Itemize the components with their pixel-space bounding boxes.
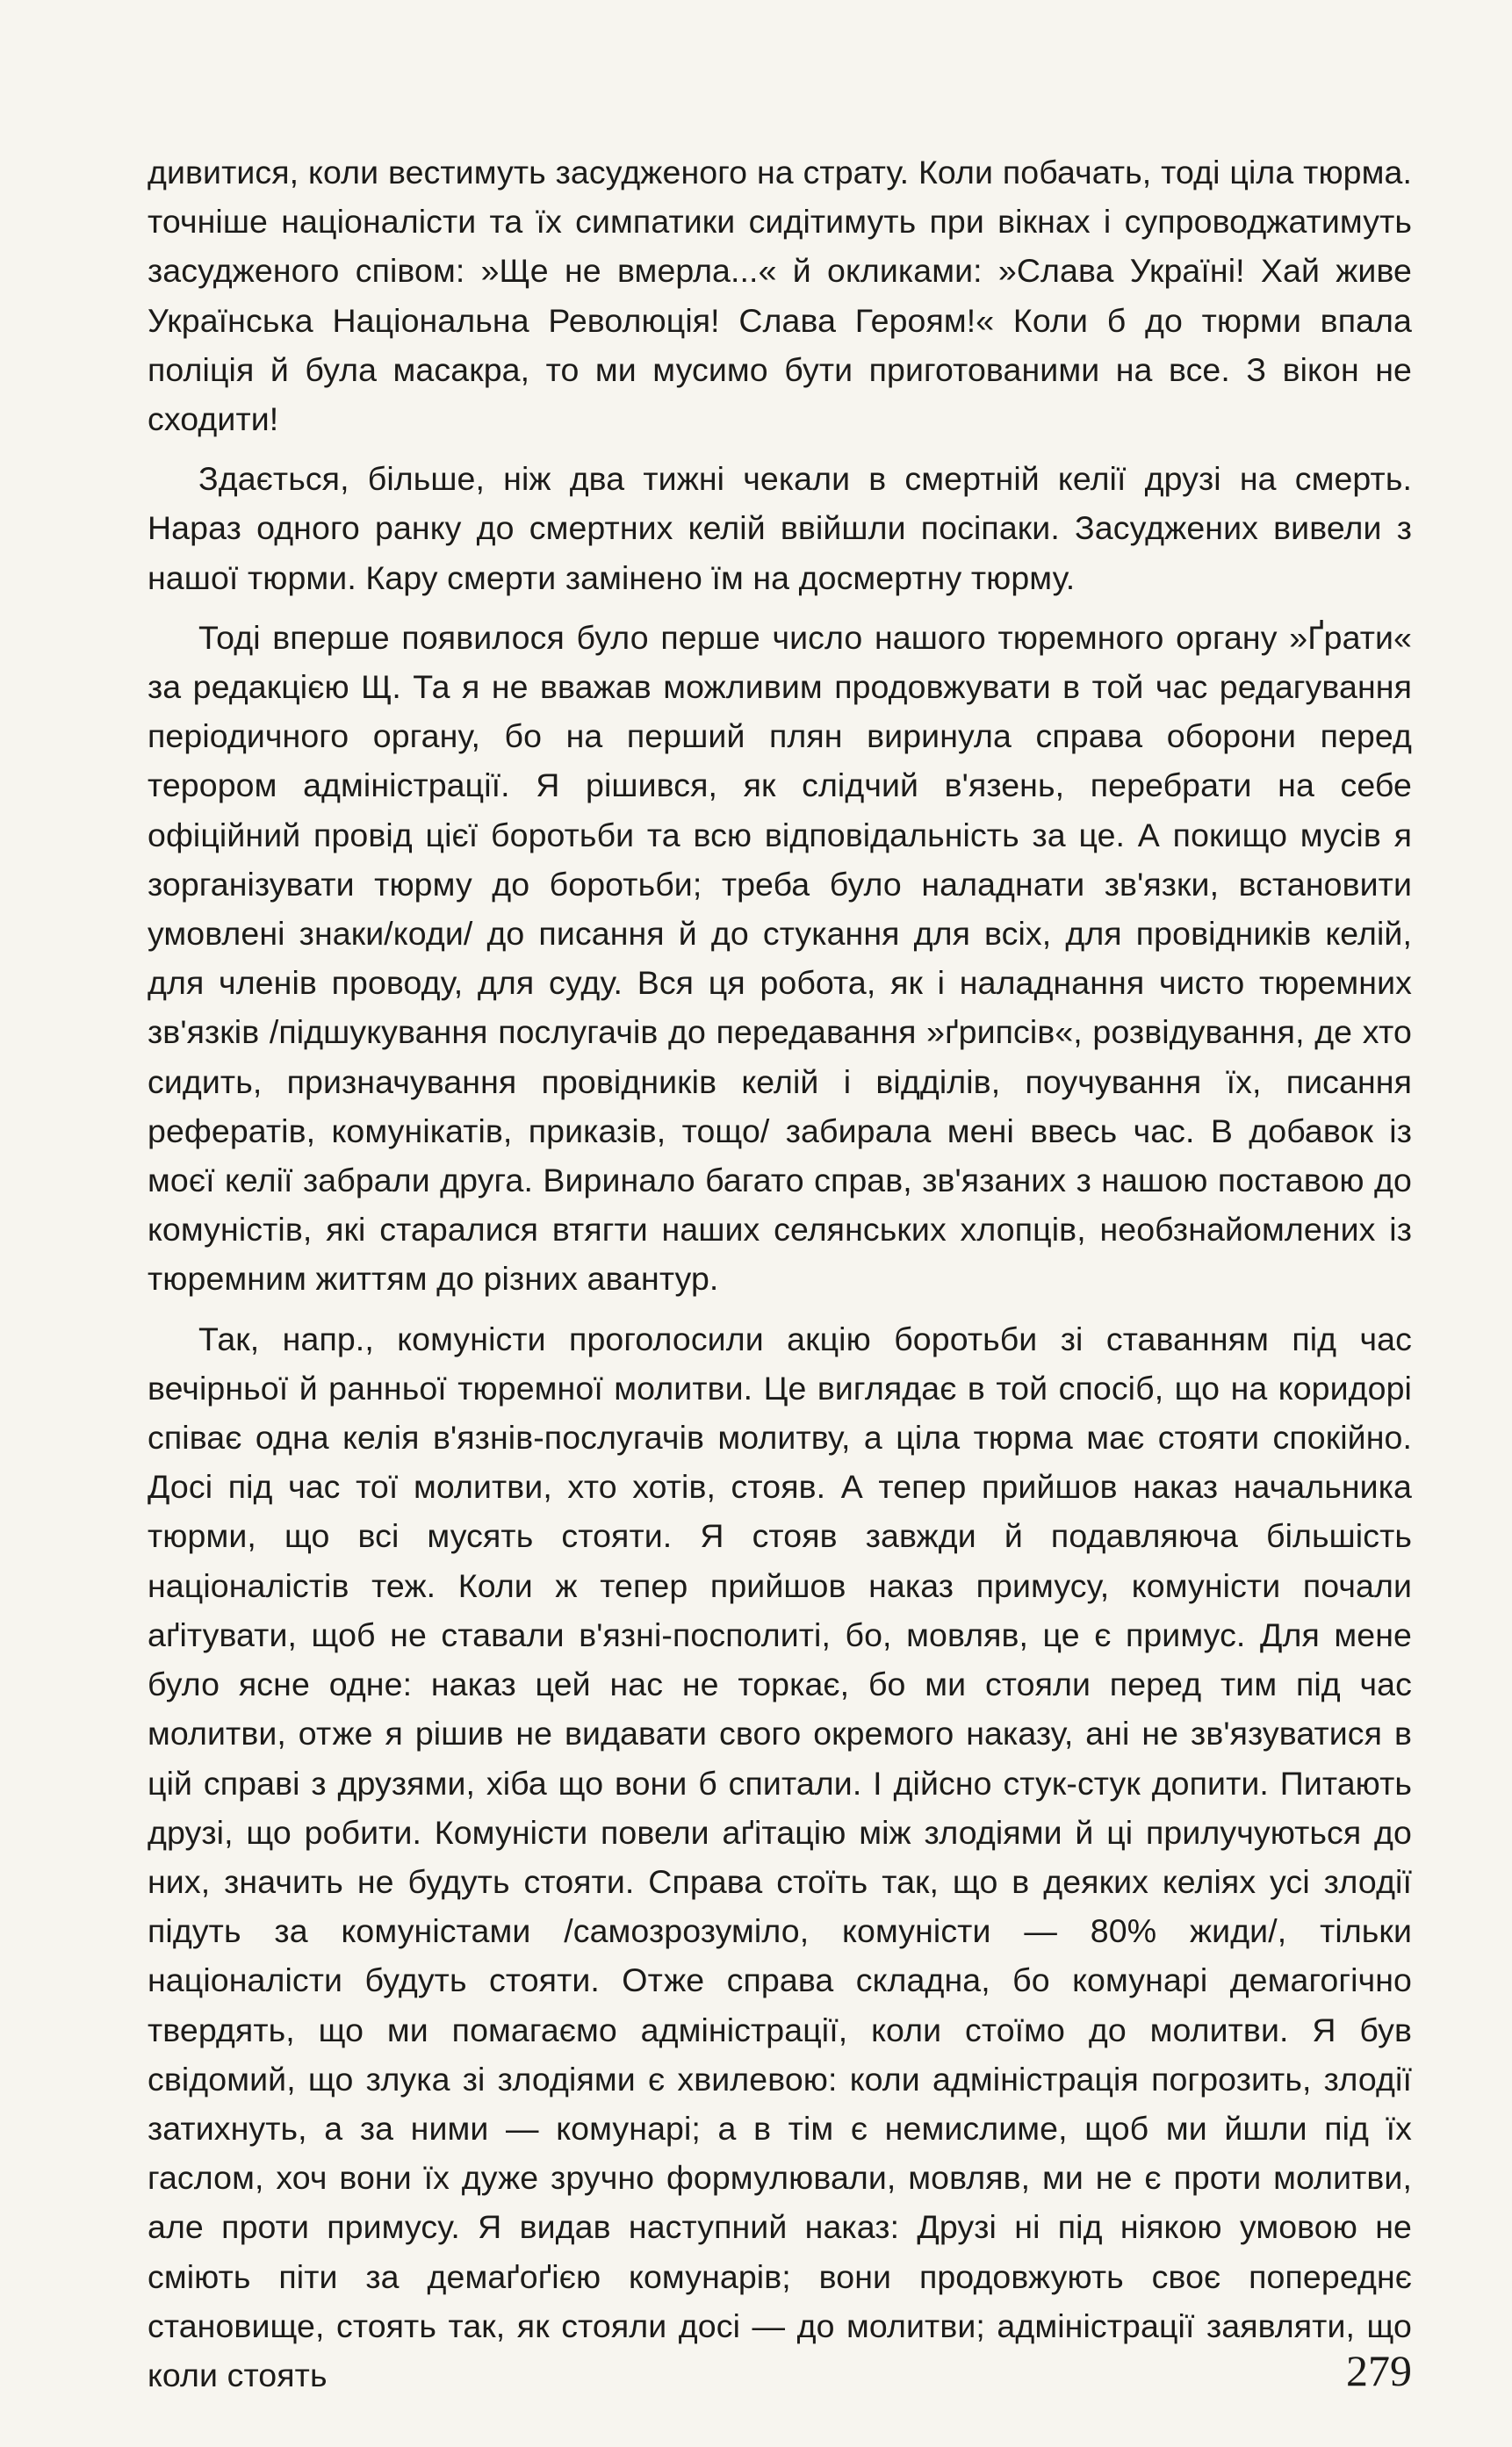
page-number: 279 [1346, 2346, 1412, 2395]
paragraph: Так, напр., комуністи проголосили акцію боротьби зі ставанням під час вечірньої й ранньої тюремної молитви. Це виглядає в той спосіб, що на коридорі співає одна келія в'язнів-послугачів молитву, а ціла тюрма має стояти спокійно. Досі під час тої молитви, хто хотів, стояв. А тепер прийшов наказ начальника тюрми, що всі мусять стояти. Я стояв завжди й подавляюча більшість націоналістів теж. Коли ж тепер прийшов наказ примусу, комуністи почали аґітувати, щоб не ставали в'язні-посполиті, бо, мовляв, це є примус. Для мене було ясне одне: наказ цей нас не торкає, бо ми стояли перед тим під час молитви, отже я рішив не видавати свого окремого наказу, ані не зв'язуватися в цій справі з друзями, хіба що вони б спитали. І дійсно стук-стук допити. Питають друзі, що робити. Комуністи повели аґітацію між злодіями й ці прилучуються до них, значить не будуть стояти. Справа стоїть так, що в деяких келіях усі злодії підуть за комуністами /самозрозуміло, комуністи — 80% жиди/, тільки націоналісти будуть стояти. Отже справа складна, бо комунарі демагогічно твердять, що ми помагаємо адміністрації, коли стоїмо до молитви. Я був свідомий, що злука зі злодіями є хвилевою: коли адміністрація погрозить, злодії затихнуть, а за ними — комунарі; а в тім є немислиме, щоб ми йшли під їх гаслом, хоч вони їх дуже зручно формулювали, мовляв, ми не є проти молитви, але проти примусу. Я видав наступний наказ: Друзі ні під ніякою умовою не сміють піти за демаґоґією комунарів; вони продовжують своє попереднє становище, стоять так, як стояли досі — до молитви; адміністрації заявляти, що коли стоять [148, 1320, 1412, 2393]
paragraph: Здається, більше, ніж два тижні чекали в смертній келії друзі на смерть. Нараз одного ранку до смертних келій ввійшли посіпаки. Засуджених вивели з нашої тюрми. Кару смерти замінено їм на досмертну тюрму. [148, 460, 1412, 596]
page-text-body [148, 148, 1412, 2400]
paragraph: Тоді вперше появилося було перше число нашого тюремного органу »Ґрати« за редакцією Щ. Та я не вважав можливим продовжувати в той час редагування періодичного органу, бо на перший плян виринула справа оборони перед терором адміністрації. Я рішився, як слідчий в'язень, перебрати на себе офіційний провід цієї боротьби та всю відповідальність за це. А покищо мусів я зорганізувати тюрму до боротьби; треба було наладнати зв'язки, встановити умовлені знаки/коди/ до писання й до стукання для всіх, для провідників келій, для членів проводу, для суду. Вся ця робота, як і наладнання чисто тюремних зв'язків /підшукування послугачів до передавання »ґрипсів«, розвідування, де хто сидить, призначування провідників келій і відділів, поучування їх, писання рефератів, комунікатів, приказів, тощо/ забирала мені ввесь час. В добавок із моєї келії забрали друга. Виринало багато справ, зв'язаних з нашою поставою до комуністів, які старалися втягти наших селянських хлопців, необзнайомлених із тюремним життям до різних авантур. [148, 618, 1412, 1298]
paragraph-continuation: дивитися, коли вестимуть засудженого на страту. Коли побачать, тоді ціла тюрма. точніше націоналісти та їх симпатики сидітимуть при вікнах і супроводжатимуть засудженого співом: »Ще не вмерла...« й окликами: »Слава Україні! Хай живе Українська Національна Революція! Слава Героям!« Коли б до тюрми впала поліція й була масакра, то ми мусимо бути приготованими на все. З вікон не сходити! [148, 154, 1412, 438]
